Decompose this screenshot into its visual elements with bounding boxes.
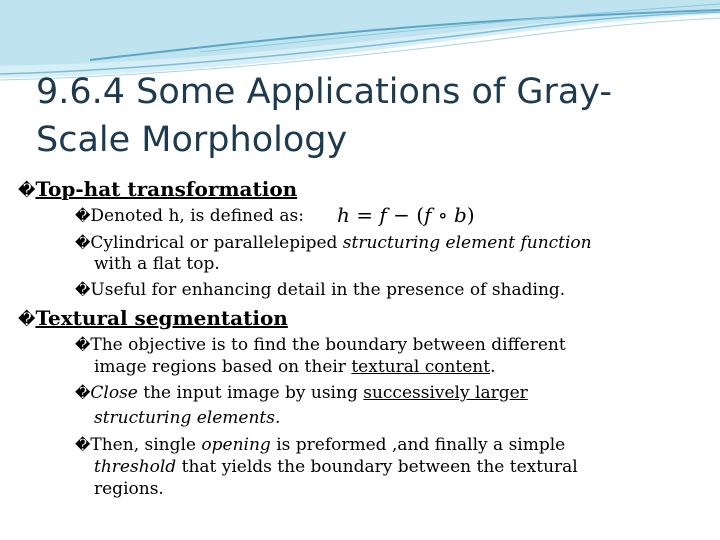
item-text: Denoted h, is defined as:	[90, 206, 304, 226]
list-item-continuation	[94, 356, 496, 378]
item-text: .	[490, 357, 496, 377]
item-text-italic: threshold	[94, 457, 177, 477]
bullet-icon: �	[75, 384, 91, 402]
list-item	[75, 279, 565, 301]
bullet-icon: �	[18, 181, 36, 201]
list-item-continuation	[94, 407, 280, 429]
formula-f-inner: f	[424, 203, 432, 227]
bullet-icon: �	[75, 207, 91, 225]
item-text-italic: structuring elements.	[94, 408, 281, 428]
item-text: regions.	[94, 479, 164, 499]
item-text: Useful for enhancing detail in the presence of shading.	[90, 280, 566, 300]
formula-f: f	[379, 203, 387, 227]
item-text: with a flat top.	[94, 254, 220, 274]
section-top-hat	[18, 177, 297, 203]
slide-title	[36, 68, 696, 164]
bullet-icon: �	[75, 336, 91, 354]
item-text: image regions based on their	[94, 357, 352, 377]
formula-paren-right: )	[466, 203, 475, 227]
bullet-icon: �	[75, 234, 91, 252]
item-text: that yields the boundary between the textural	[176, 457, 578, 477]
list-item-continuation	[94, 478, 164, 500]
formula-b: b	[454, 203, 467, 227]
item-text-italic: Close	[90, 383, 138, 403]
list-item	[75, 205, 304, 227]
formula-minus: −	[393, 203, 410, 227]
list-item-continuation	[94, 456, 578, 478]
item-text: is preformed ,and finally a simple	[270, 435, 566, 455]
list-item	[75, 334, 566, 356]
title-line-1: 9.6.4 Some Applications of Gray-	[36, 72, 613, 112]
bullet-icon: �	[75, 436, 91, 454]
bullet-icon: �	[18, 310, 36, 330]
item-text-underlined: textural content	[351, 357, 491, 377]
item-text: The objective is to find the boundary between different	[90, 335, 566, 355]
list-item	[75, 434, 565, 456]
item-text-italic: structuring element function	[342, 233, 592, 253]
formula-equals: =	[356, 203, 374, 227]
bullet-icon: �	[75, 281, 91, 299]
section-textural	[18, 306, 288, 332]
title-line-2: Scale Morphology	[36, 120, 348, 160]
top-hat-formula	[337, 203, 475, 227]
item-text-underlined: successively larger	[363, 383, 528, 403]
item-text: Cylindrical or parallelepiped	[90, 233, 343, 253]
list-item	[75, 232, 592, 254]
item-text: the input image by using	[137, 383, 364, 403]
item-text: Then, single	[90, 435, 202, 455]
item-text-italic: opening	[201, 435, 271, 455]
list-item	[75, 382, 528, 404]
formula-circ: ∘	[437, 203, 448, 227]
section-heading: Textural segmentation	[35, 306, 288, 330]
list-item-continuation	[94, 253, 220, 275]
formula-paren-left: (	[416, 203, 425, 227]
section-heading: Top-hat transformation	[35, 177, 298, 201]
formula-h: h	[337, 203, 350, 227]
